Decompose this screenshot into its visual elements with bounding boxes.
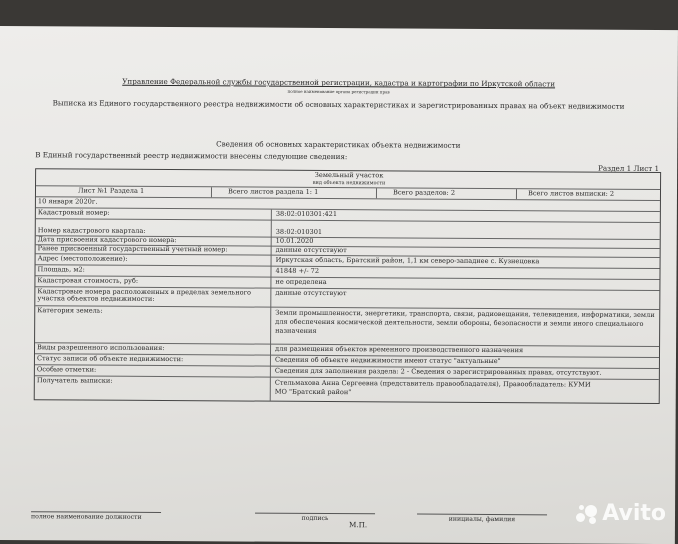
avito-watermark xyxy=(576,501,666,526)
field-label: Получатель выписки: xyxy=(36,376,113,385)
section-title: Сведения об основных характеристиках объекта недвижимости xyxy=(216,139,461,150)
field-value: данные отсутствуют xyxy=(275,245,347,255)
field-row xyxy=(35,376,659,402)
field-value: 38:02:010301:421 xyxy=(275,209,338,219)
position-caption: полное наименование должности xyxy=(31,511,161,521)
field-label: Ранее присвоенный государственный учетный номер: xyxy=(37,244,228,254)
intro-text: В Единый государственный реестр недвижимости внесены следующие сведения: xyxy=(35,150,348,162)
field-value: для размещения объектов временного производственного назначения xyxy=(275,344,524,355)
page-label: Раздел 1 Лист 1 xyxy=(598,163,660,174)
field-label: Кадастровые номера расположенных в пределах земельного участка объектов недвижимости: xyxy=(37,287,252,304)
field-value: 38:02:010301 xyxy=(275,227,323,236)
object-type: Земельный участок xyxy=(314,170,384,180)
field-label: Особые отметки: xyxy=(36,365,97,374)
sheets-total: Всего листов выписки: 2 xyxy=(527,189,615,198)
issue-date: 10 января 2020г. xyxy=(37,197,98,206)
name-caption: инициалы, фамилия xyxy=(417,514,547,524)
document-sheet xyxy=(0,26,678,544)
document-title: Выписка из Единого государственного реестра недвижимости об основных характеристиках и зарегистрированных правах на объект недвижимости xyxy=(52,98,625,111)
divider xyxy=(376,188,377,198)
field-label: Кадастровый номер: xyxy=(37,208,110,217)
field-label: Виды разрешенного использования: xyxy=(37,343,165,353)
sheet-number: Лист №1 Раздела 1 xyxy=(77,186,145,195)
field-value: Сведения об объекте недвижимости имеют статус "актуальные" xyxy=(274,355,501,366)
agency-name: Управление Федеральной службы государственной регистрации, кадастра и картографии по Иркутской области xyxy=(122,76,556,89)
avito-text: Avito xyxy=(602,501,666,526)
field-label: Дата присвоения кадастрового номера: xyxy=(37,235,177,245)
stamp-mark: М.П. xyxy=(348,520,368,530)
field-value: данные отсутствуют xyxy=(275,288,347,298)
divider xyxy=(516,189,517,199)
field-label: Кадастровая стоимость, руб: xyxy=(37,276,139,285)
field-label: Номер кадастрового квартала: xyxy=(37,226,146,235)
signature-caption: подпись xyxy=(255,513,375,523)
field-value: Стельмахова Анна Сергеевна (представитель правообладателя), Правообладатель: КУМИ МО "Братский район" xyxy=(274,378,591,396)
divider xyxy=(211,187,212,197)
field-row xyxy=(35,306,659,347)
agency-caption: полное наименование органа регистрации прав xyxy=(287,88,390,95)
field-label: Категория земель: xyxy=(37,306,103,315)
field-value: не определена xyxy=(275,277,327,287)
sections-count: Всего разделов: 2 xyxy=(392,188,456,197)
main-table xyxy=(34,168,661,404)
field-value: Сведения для заполнения раздела: 2 - Сведения о зарегистрированных правах, отсутствуют. xyxy=(274,366,602,377)
field-value: Земли промышленности, энергетики, транспорта, связи, радиовещания, телевидения, информатики, земли для обеспечения космической деятельности, земли обороны, безопасности и земли иного специального назначения xyxy=(275,308,655,335)
field-label: Адрес (местоположение): xyxy=(37,254,128,263)
sheets-in-section: Всего листов раздела 1: 1 xyxy=(227,187,319,196)
field-label: Площадь, м2: xyxy=(37,265,85,274)
field-value: 10.01.2020 xyxy=(275,236,314,245)
field-value: 41848 +/- 72 xyxy=(275,266,320,275)
field-value: Иркутская область, Братский район, 1,1 км северо-западнее с. Кузнецовка xyxy=(275,255,540,266)
field-label: Статус записи об объекте недвижимости: xyxy=(36,354,184,364)
avito-logo-icon xyxy=(576,503,598,525)
object-type-caption: вид объекта недвижимости xyxy=(312,179,386,187)
